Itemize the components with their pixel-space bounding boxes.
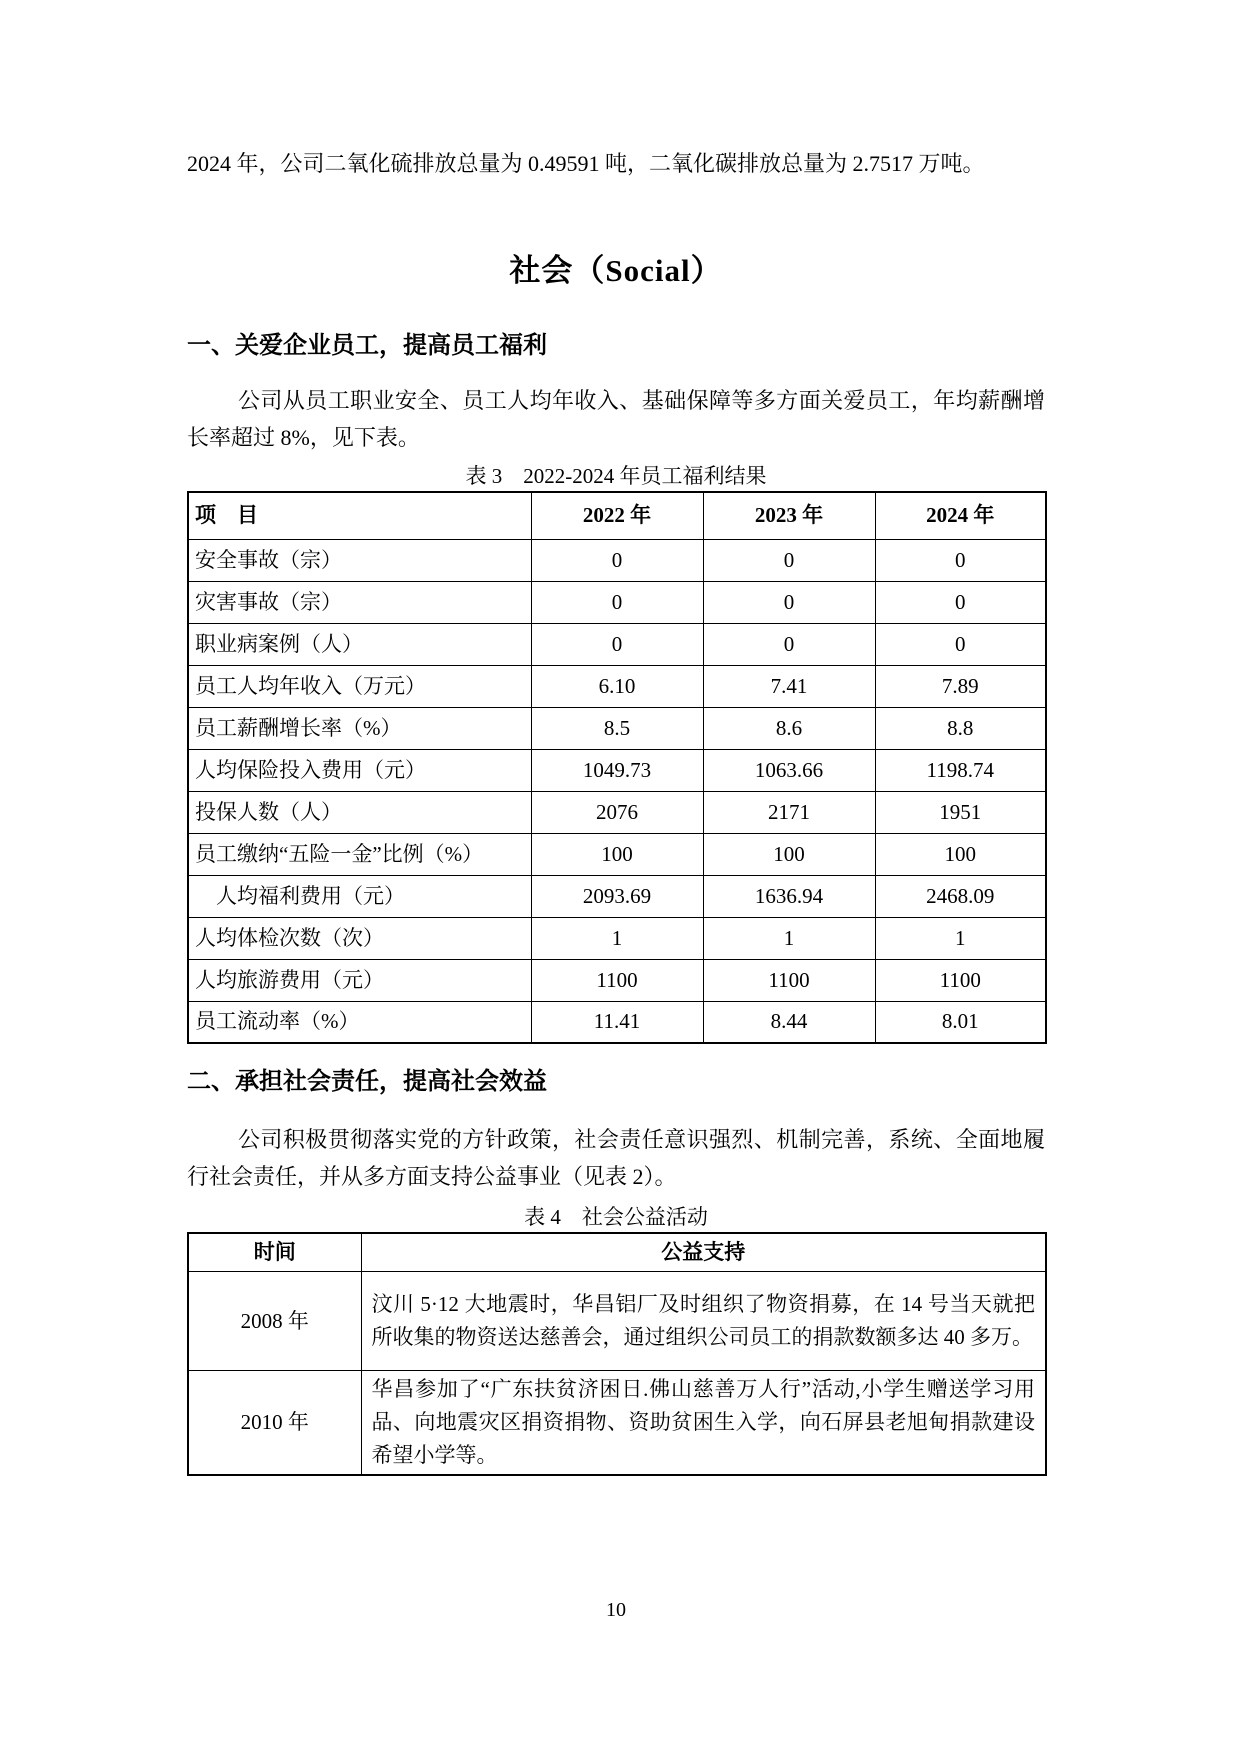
- value-2024: 1: [875, 917, 1046, 959]
- value-2024: 1100: [875, 959, 1046, 1001]
- value-2023: 8.6: [703, 707, 875, 749]
- table-row: [188, 539, 1046, 581]
- header-2024: 2024 年: [875, 492, 1046, 539]
- item-label: 安全事故（宗）: [188, 539, 531, 581]
- item-label: 职业病案例（人）: [188, 623, 531, 665]
- value-2024: 0: [875, 581, 1046, 623]
- time-cell: 2010 年: [188, 1371, 361, 1476]
- item-label: 员工流动率（%）: [188, 1001, 531, 1043]
- value-2022: 100: [531, 833, 703, 875]
- item-label: 员工人均年收入（万元）: [188, 665, 531, 707]
- time-cell: 2008 年: [188, 1272, 361, 1371]
- welfare-table: [187, 491, 1047, 1044]
- header-item: 项 目: [188, 492, 531, 539]
- value-2024: 7.89: [875, 665, 1046, 707]
- section1-paragraph: 公司从员工职业安全、员工人均年收入、基础保障等多方面关爱员工，年均薪酬增长率超过 8%，见下表。: [187, 388, 1045, 450]
- value-2022: 1049.73: [531, 749, 703, 791]
- support-cell: 汶川 5·12 大地震时，华昌铝厂及时组织了物资捐募，在 14 号当天就把所收集的物资送达慈善会，通过组织公司员工的捐款数额多达 40 多万。: [361, 1272, 1046, 1371]
- header-2023: 2023 年: [703, 492, 875, 539]
- table-row: [188, 581, 1046, 623]
- item-label: 灾害事故（宗）: [188, 581, 531, 623]
- value-2023: 100: [703, 833, 875, 875]
- value-2024: 1198.74: [875, 749, 1046, 791]
- page-title: 社会（Social）: [509, 253, 723, 288]
- value-2024: 0: [875, 539, 1046, 581]
- charity-table: [187, 1232, 1047, 1476]
- table-row: [188, 1001, 1046, 1043]
- table-row: [188, 707, 1046, 749]
- item-label: 投保人数（人）: [188, 791, 531, 833]
- value-2023: 0: [703, 539, 875, 581]
- value-2022: 0: [531, 581, 703, 623]
- value-2023: 8.44: [703, 1001, 875, 1043]
- value-2023: 0: [703, 623, 875, 665]
- table-row: [188, 1272, 1046, 1371]
- item-label: 员工薪酬增长率（%）: [188, 707, 531, 749]
- value-2022: 6.10: [531, 665, 703, 707]
- charity-table-header-row: [188, 1233, 1046, 1272]
- item-label: 员工缴纳“五险一金”比例（%）: [188, 833, 531, 875]
- value-2022: 0: [531, 623, 703, 665]
- value-2022: 1: [531, 917, 703, 959]
- value-2022: 0: [531, 539, 703, 581]
- value-2024: 100: [875, 833, 1046, 875]
- value-2023: 7.41: [703, 665, 875, 707]
- value-2022: 2093.69: [531, 875, 703, 917]
- intro-paragraph: 2024 年，公司二氧化硫排放总量为 0.49591 吨，二氧化碳排放总量为 2.7517 万吨。: [187, 151, 985, 176]
- value-2023: 0: [703, 581, 875, 623]
- welfare-table-caption: 表 3 2022-2024 年员工福利结果: [465, 464, 767, 488]
- table-row: [188, 1371, 1046, 1476]
- table-row: [188, 749, 1046, 791]
- header-support: 公益支持: [361, 1233, 1046, 1272]
- table-row: [188, 833, 1046, 875]
- table-row: [188, 623, 1046, 665]
- value-2023: 1: [703, 917, 875, 959]
- value-2024: 2468.09: [875, 875, 1046, 917]
- value-2023: 1636.94: [703, 875, 875, 917]
- support-cell: 华昌参加了“广东扶贫济困日.佛山慈善万人行”活动,小学生赠送学习用品、向地震灾区捐资捐物、资助贫困生入学，向石屏县老旭甸捐款建设希望小学等。: [361, 1371, 1046, 1476]
- table-row: [188, 959, 1046, 1001]
- value-2023: 1063.66: [703, 749, 875, 791]
- welfare-table-header-row: [188, 492, 1046, 539]
- table-row: [188, 875, 1046, 917]
- value-2022: 2076: [531, 791, 703, 833]
- value-2024: 0: [875, 623, 1046, 665]
- value-2024: 8.8: [875, 707, 1046, 749]
- header-time: 时间: [188, 1233, 361, 1272]
- value-2024: 8.01: [875, 1001, 1046, 1043]
- item-label: 人均福利费用（元）: [188, 875, 531, 917]
- section1-title: 一、关爱企业员工，提高员工福利: [187, 333, 547, 359]
- value-2022: 1100: [531, 959, 703, 1001]
- table-row: [188, 665, 1046, 707]
- value-2024: 1951: [875, 791, 1046, 833]
- section2-paragraph: 公司积极贯彻落实党的方针政策，社会责任意识强烈、机制完善，系统、全面地履行社会责任，并从多方面支持公益事业（见表 2）。: [187, 1127, 1045, 1189]
- table-row: [188, 791, 1046, 833]
- value-2022: 8.5: [531, 707, 703, 749]
- page-number: 10: [606, 1599, 626, 1621]
- value-2022: 11.41: [531, 1001, 703, 1043]
- item-label: 人均旅游费用（元）: [188, 959, 531, 1001]
- value-2023: 2171: [703, 791, 875, 833]
- item-label: 人均保险投入费用（元）: [188, 749, 531, 791]
- table-row: [188, 917, 1046, 959]
- section2-title: 二、承担社会责任，提高社会效益: [187, 1069, 547, 1095]
- item-label: 人均体检次数（次）: [188, 917, 531, 959]
- charity-table-caption: 表 4 社会公益活动: [524, 1205, 708, 1229]
- value-2023: 1100: [703, 959, 875, 1001]
- header-2022: 2022 年: [531, 492, 703, 539]
